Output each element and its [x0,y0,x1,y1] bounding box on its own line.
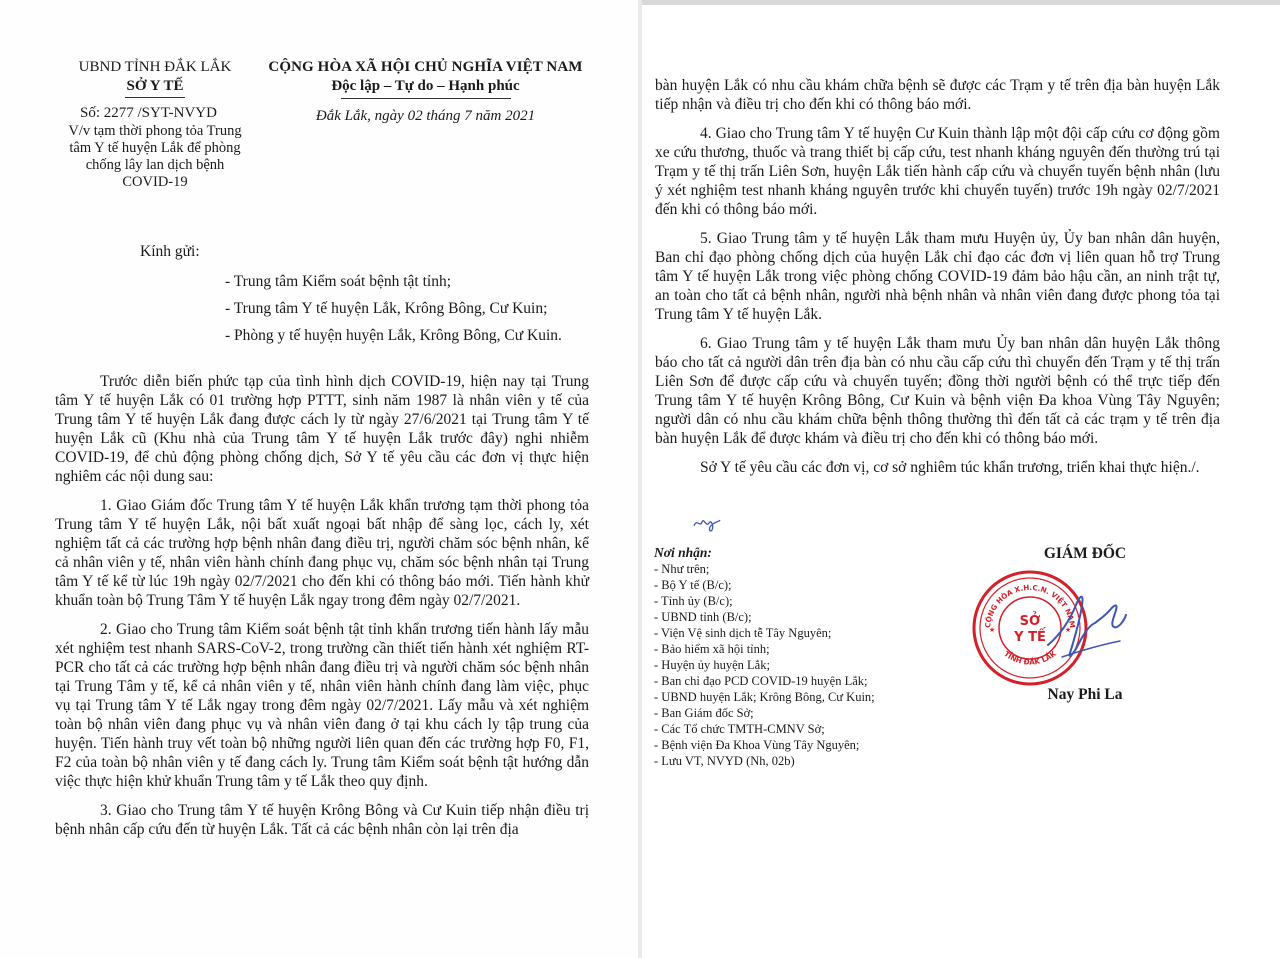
recipient-item: - Bệnh viện Đa Khoa Vùng Tây Nguyên; [654,738,860,752]
svg-text:★: ★ [1064,626,1072,634]
directive-paragraph-3: 3. Giao cho Trung tâm Y tế huyện Krông Bông và Cư Kuin tiếp nhận điều trị bệnh nhân cấp cứu đến từ huyện Lắk. Tất cả các bệnh nhân còn lại trên địa [55,802,589,838]
national-header [258,58,593,126]
subject-line: chống lây lan dịch bệnh [85,157,225,173]
page-top-shadow [642,0,1280,5]
recipient-item: - Như trên; [654,562,710,576]
issuing-department: SỞ Y TẾ [126,78,184,94]
recipient-item: - Ban Giám đốc Sở; [654,706,754,720]
addressee-item: - Phòng y tế huyện huyện Lắk, Krông Bông, Cư Kuin. [225,327,562,344]
recipient-item: - Các Tổ chức TMTH-CMNV Sở; [654,722,825,736]
subject-line: COVID-19 [122,174,188,190]
addressee-item: - Trung tâm Y tế huyện Lắk, Krông Bông, Cư Kuin; [225,300,548,317]
subject-line: V/v tạm thời phong tỏa Trung [68,123,242,139]
issue-date: Đắk Lắk, ngày 02 tháng 7 năm 2021 [315,108,536,124]
recipient-item: - Viện Vệ sinh dịch tễ Tây Nguyên; [654,626,832,640]
issuing-agency: UBND TỈNH ĐẮK LẮK [78,59,232,75]
directive-paragraph-3-continued: bàn huyện Lắk có nhu cầu khám chữa bệnh sẽ được các Trạm y tế trên địa bàn huyện Lắk tiếp nhận và điều trị cho đến khi có thông báo mới. [655,77,1220,113]
svg-text:TỈNH ĐẮK LẮK: TỈNH ĐẮK LẮK [1002,649,1058,667]
recipient-item: - Lưu VT, NVYD (Nh, 02b) [654,754,795,768]
director-signature-icon [1040,575,1140,675]
national-title: CỘNG HÒA XÃ HỘI CHỦ NGHĨA VIỆT NAM [268,59,583,75]
directive-paragraph-6: 6. Giao Trung tâm y tế huyện Lắk tham mưu Ủy ban nhân dân huyện Lắk thông báo cho tất cả người dân trên địa bàn có nhu cầu cấp cứu thì chuyển đến Trạm y tế thị trấn Liên Sơn để được cấp cứu và chuyển tuyến; đồng thời người bệnh có thể trực tiếp đến Trung tâm Y tế huyện Krông Bông, Cư Kuin và bệnh viện Đa khoa Vùng Tây Nguyên; người dân có nhu cầu khám chữa bệnh thông thường thì đến tất cả các trạm y tế trên địa bàn huyện Lắk để được khám và điều trị cho đến khi có thông báo mới. [655,335,1220,447]
document-number: Số: 2277 /SYT-NVYD [80,105,217,121]
body-left-column [55,372,589,849]
svg-text:CỘNG HÒA X.H.C.N. VIỆT NAM: CỘNG HÒA X.H.C.N. VIỆT NAM [983,582,1078,629]
directive-paragraph-1: 1. Giao Giám đốc Trung tâm Y tế huyện Lắk khẩn trương tạm thời phong tỏa Trung tâm Y tế huyện Lắk, nội bất xuất ngoại bất nhập để sàng lọc, cách ly, xét nghiệm tất cả các trường hợp bệnh nhân đang điều trị, người chăm sóc bệnh nhân, kể cả nhân viên y tế, nhân viên hành chính đang phục vụ, chăm sóc bệnh nhân tại Trung tâm Y tế kể từ lúc 19h ngày 02/7/2021 cho đến khi có thông báo mới. Tiến hành khử khuẩn toàn bộ Trung Tâm Y tế huyện Lắk ngay trong đêm ngày 02/7/2021. [55,497,589,609]
recipient-item: - Huyện ủy huyện Lắk; [654,658,770,672]
issuer-header [55,58,255,191]
svg-text:★: ★ [988,626,996,634]
addressee-label: Kính gửi: [140,243,200,260]
recipient-item: - Bộ Y tế (B/c); [654,578,732,592]
intro-paragraph: Trước diễn biến phức tạp của tình hình dịch COVID-19, hiện nay tại Trung tâm Y tế huyện Lắk có 01 trường hợp PTTT, sinh năm 1987 là nhân viên y tế của Trung tâm Y tế huyện Lắk đang được cách ly từ ngày 27/6/2021 tại Trung tâm Y tế huyện Lắk cũ (Khu nhà của Trung tâm Y tế huyện Lắk trước đây) nghi nhiễm COVID-19, để chủ động phòng chống dịch, Sở Y tế yêu cầu các đơn vị thực hiện nghiêm các nội dung sau: [55,373,589,485]
recipient-item: - UBND huyện Lắk; Krông Bông, Cư Kuin; [654,690,875,704]
addressee-item: - Trung tâm Kiểm soát bệnh tật tỉnh; [225,273,452,290]
recipient-item: - Bảo hiểm xã hội tỉnh; [654,642,770,656]
svg-text:Y TẾ: Y TẾ [1014,630,1046,645]
signer-title: GIÁM ĐỐC [1043,545,1127,562]
subject-line: tâm Y tế huyện Lắk để phòng [69,140,241,156]
recipients-block [654,545,934,769]
directive-paragraph-2: 2. Giao cho Trung tâm Kiểm soát bệnh tật tỉnh khẩn trương tiến hành lấy mẫu xét nghiệm test nhanh SARS-CoV-2, trong trường cần thiết tiến hành xét nghiệm RT-PCR cho tất cả các trường hợp bệnh nhân đang điều trị và người chăm sóc bệnh nhân tại Trung Tâm y tế, kể cả nhân viên y tế, nhân viên hành chính đang làm việc, phục vụ tại Trung tâm Y tế Lắk ngay trong đêm ngày 02/7/2021. Lấy mẫu và xét nghiệm toàn bộ nhân viên đang phục vụ và nhân viên đang ở tại khu cách ly tập trung của huyện. Tiến hành truy vết toàn bộ những người liên quan đến các trường hợp F0, F1, F2 của toàn bộ nhân viên y tế đang cách ly. Trung tâm Kiểm soát bệnh tật hướng dẫn việc thực hiện khử khuẩn Trung tâm y tế Lắk theo quy định. [55,621,589,790]
directive-paragraph-4: 4. Giao cho Trung tâm Y tế huyện Cư Kuin thành lập một đội cấp cứu cơ động gồm xe cứu thương, thuốc và trang thiết bị cấp cứu, test nhanh kháng nguyên đến thường trú tại Trạm y tế thị trấn Liên Sơn, huyện Lắk tiến hành cấp cứu và chuyển tuyến bệnh nhân (lưu ý xét nghiệm test nhanh kháng nguyên trước khi chuyển tuyến) trước 19h ngày 02/7/2021 đến khi có thông báo mới. [655,125,1220,218]
handwritten-initials-icon [692,512,722,534]
body-right-column [655,76,1220,487]
document-subject [55,123,255,191]
recipients-title: Nơi nhận: [654,545,712,560]
recipient-item: - Tỉnh ủy (B/c); [654,594,733,608]
directive-paragraph-5: 5. Giao Trung tâm y tế huyện Lắk tham mưu Huyện ủy, Ủy ban nhân dân huyện, Ban chỉ đạo phòng chống dịch của huyện Lắk chỉ đạo các đơn vị liên quan hỗ trợ Trung tâm Y tế huyện Lắk trong việc phòng chống COVID-19 đảm bảo hậu cần, an ninh trật tự, an toàn cho tất cả bệnh nhân, người nhà bệnh nhân và nhân viên đang được phong tỏa tại Trung tâm Y tế huyện Lắk. [655,230,1220,323]
addressee-list [225,268,562,349]
header-underline [125,97,185,98]
svg-text:SỞ: SỞ [1019,614,1041,629]
motto-underline [341,98,511,99]
closing-paragraph: Sở Y tế yêu cầu các đơn vị, cơ sở nghiêm túc khẩn trương, triển khai thực hiện./. [700,459,1200,476]
signer-name: Nay Phi La [1047,686,1123,703]
national-motto: Độc lập – Tự do – Hạnh phúc [331,78,520,94]
recipient-item: - UBND tỉnh (B/c); [654,610,752,624]
recipient-item: - Ban chỉ đạo PCD COVID-19 huyện Lắk; [654,674,868,688]
